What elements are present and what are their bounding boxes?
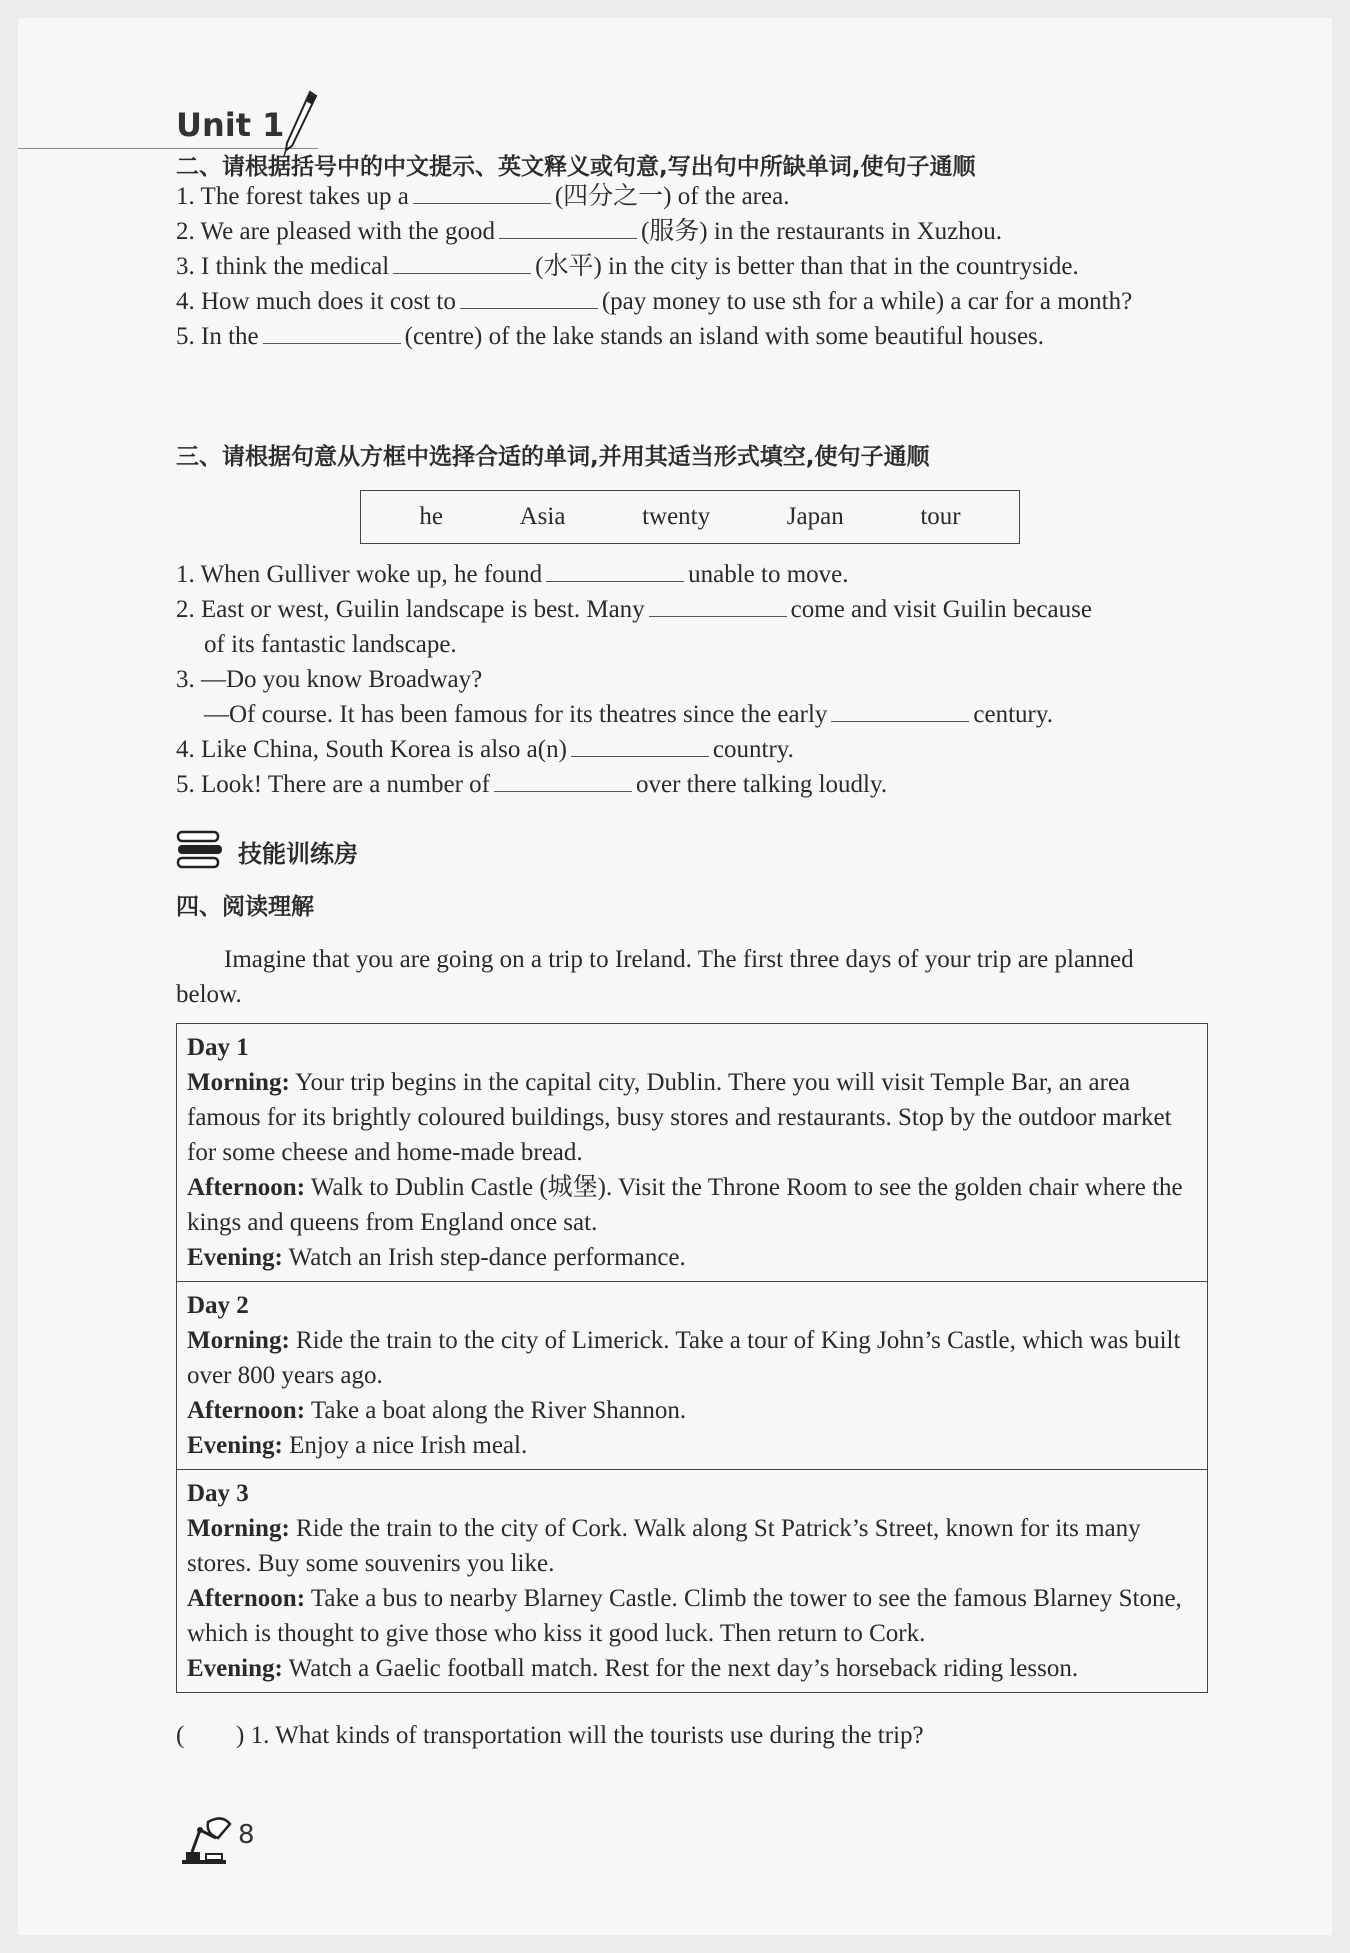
reading-intro: Imagine that you are going on a trip to Ireland. The first three days of your trip are planned below. [176,946,1134,1008]
day-block [177,1469,1207,1692]
stacked-bars-icon [176,830,224,870]
section-3-heading: 三、请根据句意从方框中选择合适的单词,并用其适当形式填空,使句子通顺 [176,444,930,470]
day-title: Day 2 [187,1292,249,1319]
answer-blank[interactable] [494,769,632,792]
day-block [177,1024,1207,1281]
s2-item-3: 3. I think the medical (水平) in the city is better than that in the countryside. [176,253,1079,280]
s3-item-5: 5. Look! There are a number of over there talking loudly. [176,771,888,798]
page-number: 8 [238,1820,255,1850]
evening-entry: Evening: Enjoy a nice Irish meal. [187,1432,528,1459]
s3-item-3: 3. —Do you know Broadway? [176,666,483,693]
evening-entry: Evening: Watch a Gaelic football match. Rest for the next day’s horseback riding lesson. [187,1655,1079,1682]
workbook-page [18,18,1332,1935]
answer-blank[interactable] [571,734,709,757]
answer-blank[interactable] [393,251,531,274]
desk-lamp-icon [178,1808,238,1868]
day-title: Day 1 [187,1034,249,1061]
s2-item-5: 5. In the (centre) of the lake stands an island with some beautiful houses. [176,323,1045,350]
skills-label: 技能训练房 [238,840,358,868]
s2-item-1: 1. The forest takes up a (四分之一) of the area. [176,183,790,210]
s2-item-2: 2. We are pleased with the good (服务) in the restaurants in Xuzhou. [176,218,1002,245]
answer-blank[interactable] [546,559,684,582]
afternoon-entry: Afternoon: Take a bus to nearby Blarney Castle. Climb the tower to see the famous Blarney Stone, which is thought to give those who kiss it good luck. Then return to Cork. [187,1585,1182,1647]
s2-item-4: 4. How much does it cost to (pay money to use sth for a while) a car for a month? [176,288,1133,315]
day-title: Day 3 [187,1480,249,1507]
s3-item-2-cont: of its fantastic landscape. [204,631,457,658]
word-bank-item: he [419,503,443,530]
morning-entry: Morning: Ride the train to the city of Cork. Walk along St Patrick’s Street, known for its many stores. Buy some souvenirs you like. [187,1515,1141,1577]
afternoon-entry: Afternoon: Take a boat along the River Shannon. [187,1397,687,1424]
answer-blank[interactable] [413,181,551,204]
s3-item-3-answer: —Of course. It has been famous for its theatres since the early century. [204,701,1053,728]
s3-item-2: 2. East or west, Guilin landscape is best. Many come and visit Guilin because [176,596,1092,623]
evening-entry: Evening: Watch an Irish step-dance performance. [187,1244,686,1271]
word-bank-item: Asia [519,503,566,530]
section-4-heading: 四、阅读理解 [176,894,314,920]
answer-blank[interactable] [831,699,969,722]
s3-item-1: 1. When Gulliver woke up, he found unable to move. [176,561,849,588]
day-block [177,1281,1207,1469]
answer-blank[interactable] [649,594,787,617]
page-footer [178,1808,255,1868]
answer-blank[interactable] [460,286,598,309]
afternoon-entry: Afternoon: Walk to Dublin Castle (城堡). Visit the Throne Room to see the golden chair where the kings and queens from England once sat. [187,1174,1183,1236]
unit-title: Unit 1 [176,106,285,144]
morning-entry: Morning: Ride the train to the city of Limerick. Take a tour of King John’s Castle, which was built over 800 years ago. [187,1327,1181,1389]
answer-blank[interactable] [499,216,637,239]
section-2-heading: 二、请根据括号中的中文提示、英文释义或句意,写出句中所缺单词,使句子通顺 [176,154,976,180]
itinerary-table [176,1023,1208,1693]
answer-blank[interactable] [263,321,401,344]
word-bank-item: Japan [786,503,844,530]
word-bank [360,490,1020,544]
word-bank-item: tour [920,503,961,530]
reading-question-1: ( ) 1. What kinds of transportation will the tourists use during the trip? [176,1722,924,1749]
answer-paren[interactable]: ( [176,1722,185,1749]
morning-entry: Morning: Your trip begins in the capital city, Dublin. There you will visit Temple Bar, an area famous for its brightly coloured buildings, busy stores and restaurants. Stop by the outdoor market for some cheese and home-made bread. [187,1069,1172,1166]
word-bank-item: twenty [642,503,711,530]
s3-item-4: 4. Like China, South Korea is also a(n) country. [176,736,794,763]
